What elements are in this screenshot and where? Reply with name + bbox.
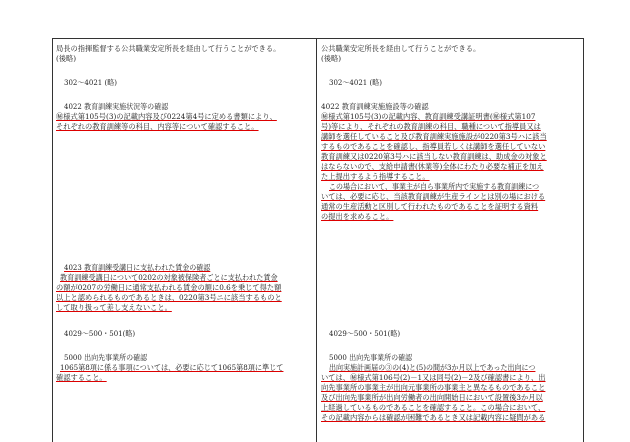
left-column: [56, 39, 314, 442]
body-line: ㊙様式第105号(3)の記載内容、教育訓練受講証明書(㊙様式第107: [321, 112, 536, 121]
body-line: その記載内容からは確認が困難であるとき又は記載内容に疑問がある: [321, 413, 546, 422]
body-line: はならないので、支給申請書(休業等)全体にわたり必要な補正を加え: [321, 162, 544, 171]
body-line: ㊙様式第105号(3)の記載内容及び0224第4号に定める書類により、: [56, 112, 277, 121]
body-line: この場合において、事業主が自ら事業所内で実施する教育訓練につ: [329, 182, 540, 191]
right-column: [321, 39, 579, 442]
body-line: の額が0207の労働日に通常支払われる賃金の額に0.6を乗じて得た額: [56, 283, 282, 292]
body-line: 上経過しているものであることを確認すること。この場合において、: [321, 403, 546, 412]
body-line: 講師を選任していること及び教育訓練実施施設が0220第3号ハに該当: [321, 132, 547, 141]
body-line: 向先事業所の事業主が出向元事業所の事業主と異なるものであること: [321, 383, 546, 392]
section-range: 4029～500・501(略): [64, 329, 136, 338]
body-line: 及び出向先事業所が出向労働者の出向開始日において設置後3か月以: [321, 393, 543, 402]
body-line: それぞれの教育訓練等の科目、内容等について確認すること。: [56, 122, 259, 131]
section-range: 302～4021 (略): [64, 78, 117, 87]
body-line: 通常の生産活動と区別して行われたものであることを証明する資料: [321, 202, 539, 211]
body-line: た上提出するよう指導すること。: [321, 172, 430, 181]
body-line: 出向実施計画届の③の(4)と(5)の間が3か月以上であった出向につ: [329, 363, 536, 372]
column-divider: [316, 39, 317, 442]
intro-line: 局長の指揮監督する公共職業安定所長を経由して行うことができる。: [56, 44, 281, 53]
body-line: 以上と認められるものであるときは、0220第3号ニに該当するものと: [56, 293, 282, 302]
body-line: 教育訓練受講日について0202の対象被保険者ごとに支払われた賃金: [60, 273, 278, 282]
body-line: するものであることを確認し、指導員若しくは講師を選任していない: [321, 142, 546, 151]
body-line: 1065第8項に係る事項については、必要に応じて1065第8項に準じて: [60, 363, 284, 372]
section-range: 302～4021 (略): [329, 78, 382, 87]
body-line: 教育訓練又は0220第3号ハに該当しない教育訓練は、助成金の対象と: [321, 152, 547, 161]
section-title: 5000 出向先事業所の確認: [64, 353, 148, 362]
body-line: の提出を求めること。: [321, 212, 394, 221]
section-title: 4023 教育訓練受講日に支払われた賃金の確認: [64, 263, 211, 272]
section-range: 4029～500・501(略): [329, 329, 401, 338]
body-line: いては、㊙様式第106号(2)－1又は同号(2)－2及び確認書により、出: [321, 373, 546, 382]
section-title: 4022 教育訓練実施施設等の確認: [321, 102, 429, 111]
body-line: いては、必要に応じ、当該教育訓練が生産ラインとは別の場における: [321, 192, 546, 201]
section-title: 5000 出向先事業所の確認: [329, 353, 413, 362]
intro-line: (後略): [56, 54, 77, 63]
section-title: 4022 教育訓練実施状況等の確認: [64, 102, 169, 111]
body-line: 号)等により、それぞれの教育訓練の科目、職種について指導員又は: [321, 122, 541, 131]
comparison-table: [52, 38, 584, 442]
intro-line: 公共職業安定所長を経由して行うことができる。: [321, 44, 481, 53]
body-line: して取り扱って差し支えないこと。: [56, 303, 172, 312]
body-line: 確認すること。: [56, 373, 107, 382]
intro-line: (後略): [321, 54, 342, 63]
